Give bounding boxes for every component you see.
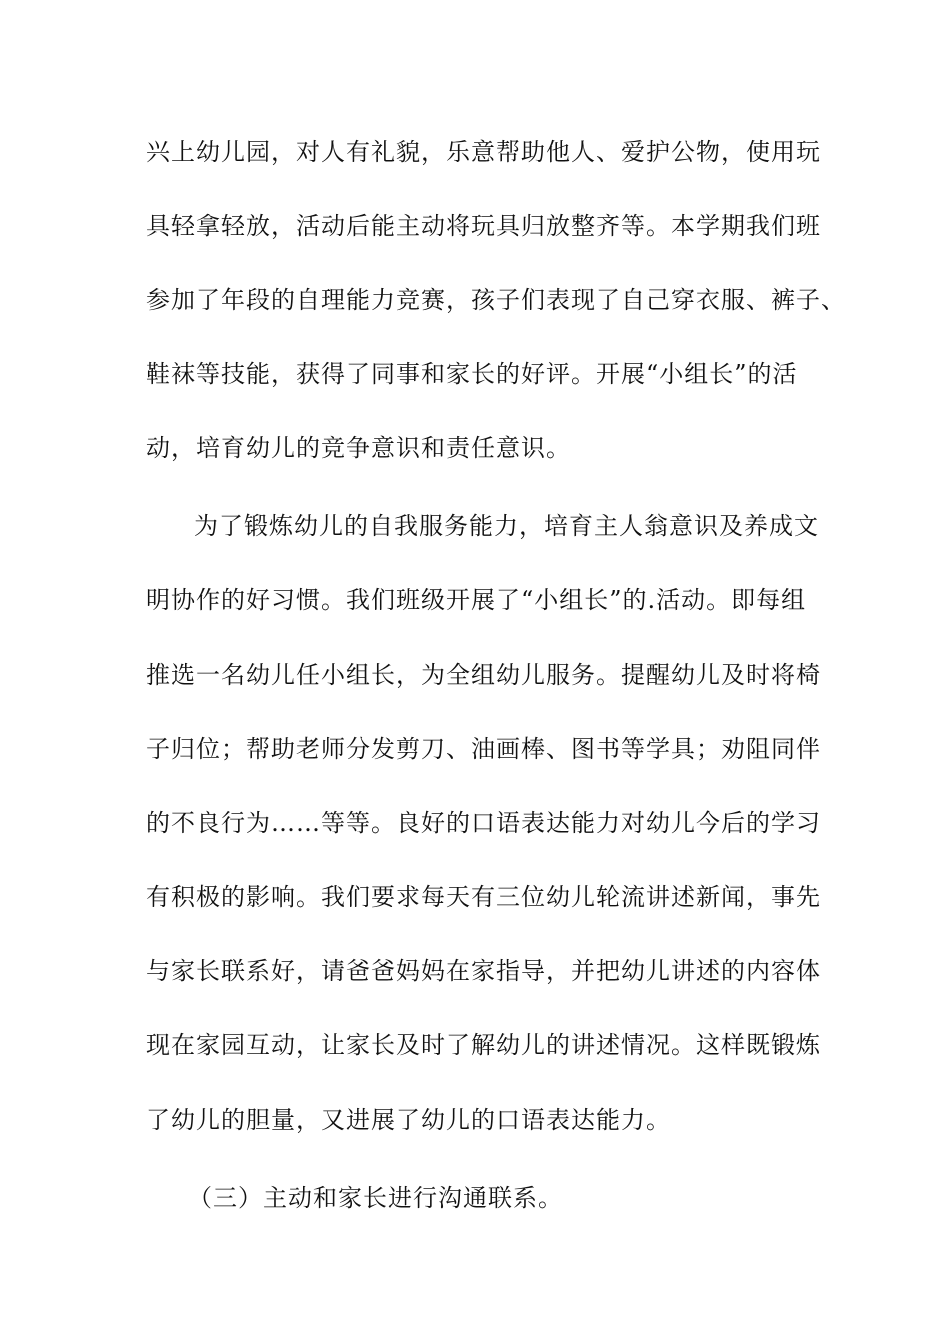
paragraph-2-line-1: 为了锻炼幼儿的自我服务能力，培育主人翁意识及养成文 — [194, 512, 819, 540]
paragraph-2-line-7: 与家长联系好，请爸爸妈妈在家指导，并把幼儿讲述的内容体 — [146, 957, 821, 985]
paragraph-2-line-9: 了幼儿的胆量，又进展了幼儿的口语表达能力。 — [146, 1106, 671, 1134]
paragraph-1-line-2: 具轻拿轻放，活动后能主动将玩具归放整齐等。本学期我们班 — [146, 212, 821, 240]
paragraph-1-line-3: 参加了年段的自理能力竞赛，孩子们表现了自己穿衣服、裤子、 — [146, 286, 846, 314]
paragraph-1-line-1: 兴上幼儿园，对人有礼貌，乐意帮助他人、爱护公物，使用玩 — [146, 138, 821, 166]
section-heading: （三）主动和家长进行沟通联系。 — [188, 1184, 563, 1212]
paragraph-2-line-3: 推选一名幼儿任小组长，为全组幼儿服务。提醒幼儿及时将椅 — [146, 661, 821, 689]
paragraph-2-line-4: 子归位；帮助老师分发剪刀、油画棒、图书等学具；劝阻同伴 — [146, 735, 821, 763]
paragraph-1-line-5: 动，培育幼儿的竞争意识和责任意识。 — [146, 434, 571, 462]
paragraph-2-line-8: 现在家园互动，让家长及时了解幼儿的讲述情况。这样既锻炼 — [146, 1031, 821, 1059]
paragraph-2-line-6: 有积极的影响。我们要求每天有三位幼儿轮流讲述新闻，事先 — [146, 883, 821, 911]
paragraph-1-line-4: 鞋袜等技能，获得了同事和家长的好评。开展“小组长”的活 — [146, 360, 798, 388]
paragraph-2-line-2: 明协作的好习惯。我们班级开展了“小组长”的.活动。即每组 — [146, 586, 807, 614]
paragraph-2-line-5: 的不良行为……等等。良好的口语表达能力对幼儿今后的学习 — [146, 809, 821, 837]
